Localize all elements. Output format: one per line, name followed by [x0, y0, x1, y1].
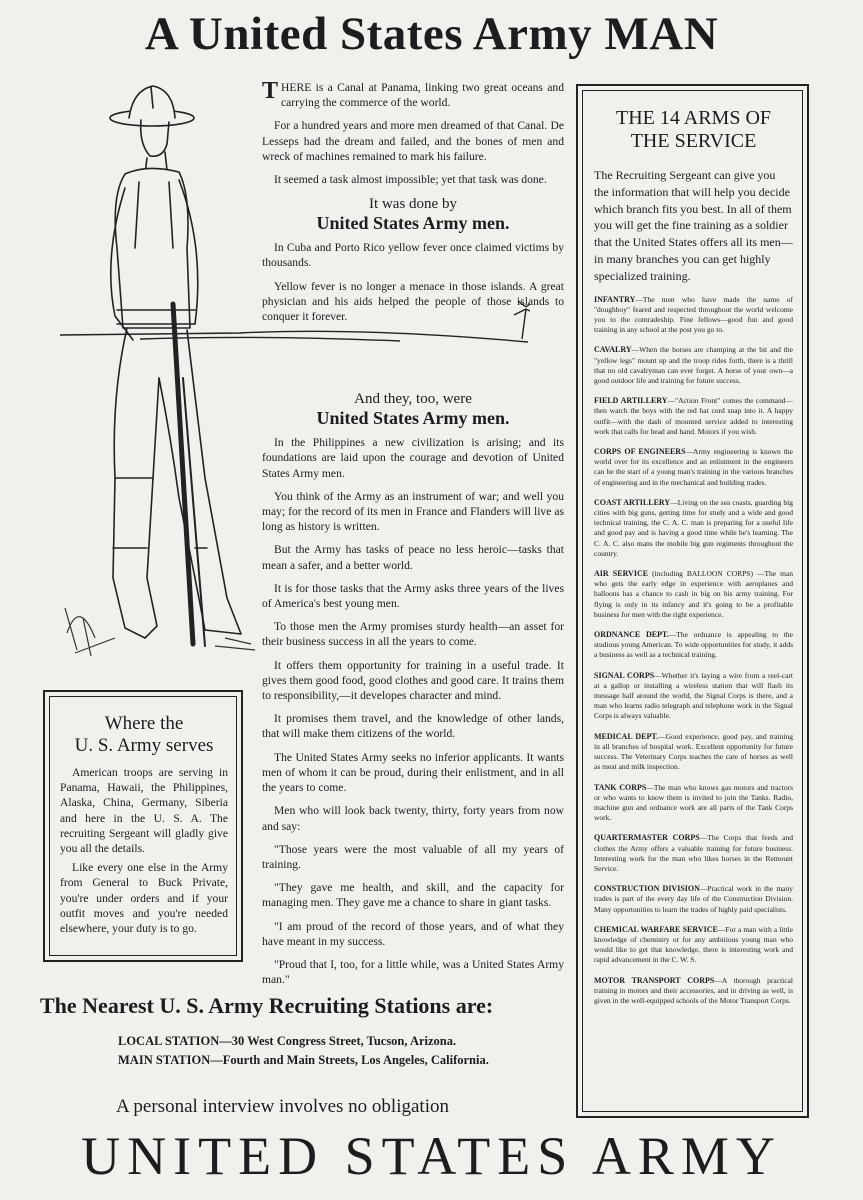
arms-intro: The Recruiting Sergeant can give you the information that will help you decide which branch fits you best. In all of them you will get the fine training as a soldier that the United States offers all its men—in many branches you can get highly specialized training. — [594, 168, 793, 283]
arm-entry — [594, 833, 793, 874]
arm-entry — [594, 396, 793, 437]
arm-description: —Good experience, good pay, and training in all branches of hospital work. Excellent opportunity for future success. The Veterinary Corps teaches the care of horses as well as meat and milk inspection. — [594, 731, 794, 772]
arm-name: TANK CORPS — [594, 782, 647, 792]
arm-entry — [594, 732, 793, 773]
station-list — [118, 1033, 538, 1071]
arm-name: MEDICAL DEPT. — [594, 731, 659, 741]
article-paragraph: In the Philippines a new civilization is arising; and its foundations are laid upon the courage and devotion of United States Army men. — [262, 436, 564, 480]
arm-name: CORPS OF ENGINEERS — [594, 447, 686, 457]
article-paragraph: It is for those tasks that the Army asks three years of the lives of America's best young men. — [262, 581, 564, 611]
arm-name: ORDNANCE DEPT. — [594, 630, 669, 640]
arm-name: SIGNAL CORPS — [594, 670, 655, 680]
article-body — [262, 80, 564, 995]
article-paragraph: In Cuba and Porto Rico yellow fever once claimed victims by thousands. — [262, 241, 564, 270]
arm-name: CAVALRY — [594, 345, 632, 355]
article-paragraph: THERE is a Canal at Panama, linking two great oceans and carrying the commerce of the world. — [262, 78, 564, 110]
quote-paragraph: "They gave me health, and skill, and the capacity for managing men. They gave me a chance to share in giant tasks. — [262, 881, 564, 910]
quote-paragraph: "Those years were the most valuable of all my years of training. — [262, 842, 564, 871]
drop-cap: T — [262, 78, 279, 104]
recruiting-stations-heading: The Nearest U. S. Army Recruiting Stations are: — [40, 993, 494, 1018]
arm-entry — [594, 630, 793, 661]
arm-entry — [594, 925, 793, 966]
arm-description: —Army engineering is known the world over for its excellence and an enlistment in the engineers can be the start of a young man's training in the various branches of engineering and in the mechanical and building trades. — [594, 447, 793, 487]
arm-name: CHEMICAL WARFARE SERVICE — [594, 924, 718, 934]
arm-name: QUARTERMASTER CORPS — [594, 833, 700, 843]
arm-description: (including BALLOON CORPS) —The man who gets the early edge in experience with aeroplanes and balloons has a chance to cash in big on his army training. For flying is only in its infancy and it's going to be a profitable business for men with the right experience. — [594, 569, 794, 619]
arm-entry — [594, 671, 793, 722]
arm-description: —The man who knows gas motors and tractors or who wants to know them is invited to join the Tanks. Radio, machine gun and ordnance work are all parts of the Tank Corps work. — [594, 782, 793, 823]
article-paragraph: But the Army has tasks of peace no less heroic—tasks that mean a safer, and a better world. — [262, 543, 564, 572]
footer-title: UNITED STATES ARMY — [81, 1126, 782, 1186]
article-paragraph: To those men the Army promises sturdy health—an asset for their business success in all the years to come. — [262, 620, 564, 649]
arm-entry — [594, 295, 793, 336]
arm-name: INFANTRY — [594, 294, 636, 304]
arm-description: —Whether it's laying a wire from a reel-cart at a gallop or installing a wireless station that will flash its message half around the world, the Signal Corps is there, and a man who learns radio telegraph and telephone work in the Signal Corps is always valuable. — [594, 670, 793, 721]
arms-box-title: THE 14 ARMS OF THE SERVICE — [615, 107, 772, 152]
arm-description: —Practical work in the many trades is part of the every day life of the Construction Division. Many opportunities to learn the trades of highly paid specialists. — [594, 884, 793, 914]
arm-description: —For a man with a little knowledge of chemistry or for any ambitious young man who would like to get that knowledge, there is interesting work and rapid advancement in the C. W. S. — [594, 924, 793, 965]
arm-name: AIR SERVICE — [594, 569, 649, 579]
arm-description: —"Action Front" comes the command—then watch the boys with the red hat cord snap into it. A happy outfit—with the dash of mounted service added to interesting work that calls for head and hand. Motors if you wish. — [594, 396, 794, 436]
article-paragraph: Yellow fever is no longer a menace in those islands. A great physician and his aids helped the people of those islands to conquer it forever. — [262, 279, 564, 324]
article-paragraph: Men who will look back twenty, thirty, forty years from now and say: — [262, 804, 564, 833]
where-box-title: Where the U. S. Army serves — [74, 713, 214, 756]
headline: A United States Army MAN — [144, 8, 719, 60]
where-army-serves-box — [43, 690, 243, 962]
arms-list — [594, 295, 793, 1007]
arm-description: —When the horses are champing at the bit and the "yellow legs" mount up and the troop rides forth, there is a thrill that no old cavalryman can ever forget. A horse of your own—a good outdoor life and training for future success. — [594, 345, 793, 385]
arms-of-service-box — [576, 84, 809, 1118]
article-paragraph: It promises them travel, and the knowledge of other lands, that will make them citizens of the world. — [262, 712, 564, 741]
subheading: And they, too, were United States Army men. — [316, 391, 510, 429]
soldier-illustration — [55, 78, 270, 658]
arm-entry — [594, 783, 793, 824]
arm-entry — [594, 447, 793, 488]
quote-paragraph: "Proud that I, too, for a little while, was a United States Army man." — [262, 957, 564, 987]
arm-name: CONSTRUCTION DIVISION — [594, 884, 700, 894]
where-box-paragraph: Like every one else in the Army from General to Buck Private, you're under orders and if your outfit moves and you're needed elsewhere, your duty is to go. — [60, 861, 228, 936]
arm-entry — [594, 345, 793, 386]
arm-entry — [594, 976, 793, 1007]
local-station: LOCAL STATION—30 West Congress Street, Tucson, Arizona. — [118, 1034, 457, 1048]
arm-entry — [594, 884, 793, 915]
arm-description: —Living on the sea coasts, guarding big cities with big guns, getting time for study and a wide and good technical training, the C. A. C. man is preparing for a useful life and good pay and is having a good time while he's learning. The C. A. C. also mans the mobile big gun regiments throughout the country. — [594, 497, 794, 558]
where-box-paragraph: American troops are serving in Panama, Hawaii, the Philippines, Alaska, China, Germany, Siberia and here in the U. S. A. The recruiting Sergeant will gladly give you all the details. — [60, 766, 228, 856]
arm-name: COAST ARTILLERY — [594, 497, 671, 507]
subheading: It was done by United States Army men. — [316, 196, 510, 234]
arm-description: —A thorough practical training in motors and their accessories, and in driving as well, is given in the well-equipped schools of the Motor Transport Corps. — [594, 975, 793, 1005]
arm-description: —The Corps that feeds and clothes the Army offers a valuable training for future business. Interesting work for the man who likes horses in the Remount Service. — [594, 833, 794, 873]
article-paragraph: It offers them opportunity for training in a useful trade. It gives them good food, good clothes and good care. It trains them to responsibility,—it developes character and mind. — [262, 658, 564, 703]
arm-entry — [594, 498, 793, 559]
arm-name: MOTOR TRANSPORT CORPS — [594, 975, 715, 985]
article-paragraph: You think of the Army as an instrument of war; and well you may; for the record of its men in France and Flanders will live as long as history is written. — [262, 489, 564, 534]
article-paragraph: It seemed a task almost impossible; yet that task was done. — [274, 173, 547, 187]
quote-paragraph: "I am proud of the record of those years, and of what they have meant in my success. — [262, 919, 564, 948]
main-station: MAIN STATION—Fourth and Main Streets, Los Angeles, California. — [118, 1053, 489, 1067]
arm-description: —The ordnance is appealing to the studious young American. To wide opportunities for study, it adds a business as well as a technical training. — [594, 630, 793, 660]
article-paragraph: The United States Army seeks no inferior applicants. It wants men of whom it can be proud, during their enlistment, and in all the years to come. — [262, 750, 564, 795]
arm-entry — [594, 569, 793, 620]
article-paragraph: For a hundred years and more men dreamed of that Canal. De Lesseps had the dream and failed, and the bones of men and wreck of machines remained to mark his failure. — [262, 119, 564, 163]
arm-name: FIELD ARTILLERY — [594, 396, 668, 406]
interview-note: A personal interview involves no obligation — [116, 1096, 449, 1117]
arm-description: —The men who have made the name of "doughboy" feared and respected throughout the world welcome you to the comradeship. Fine fellows—good fun and good training in any school at the post you go to. — [594, 294, 793, 335]
